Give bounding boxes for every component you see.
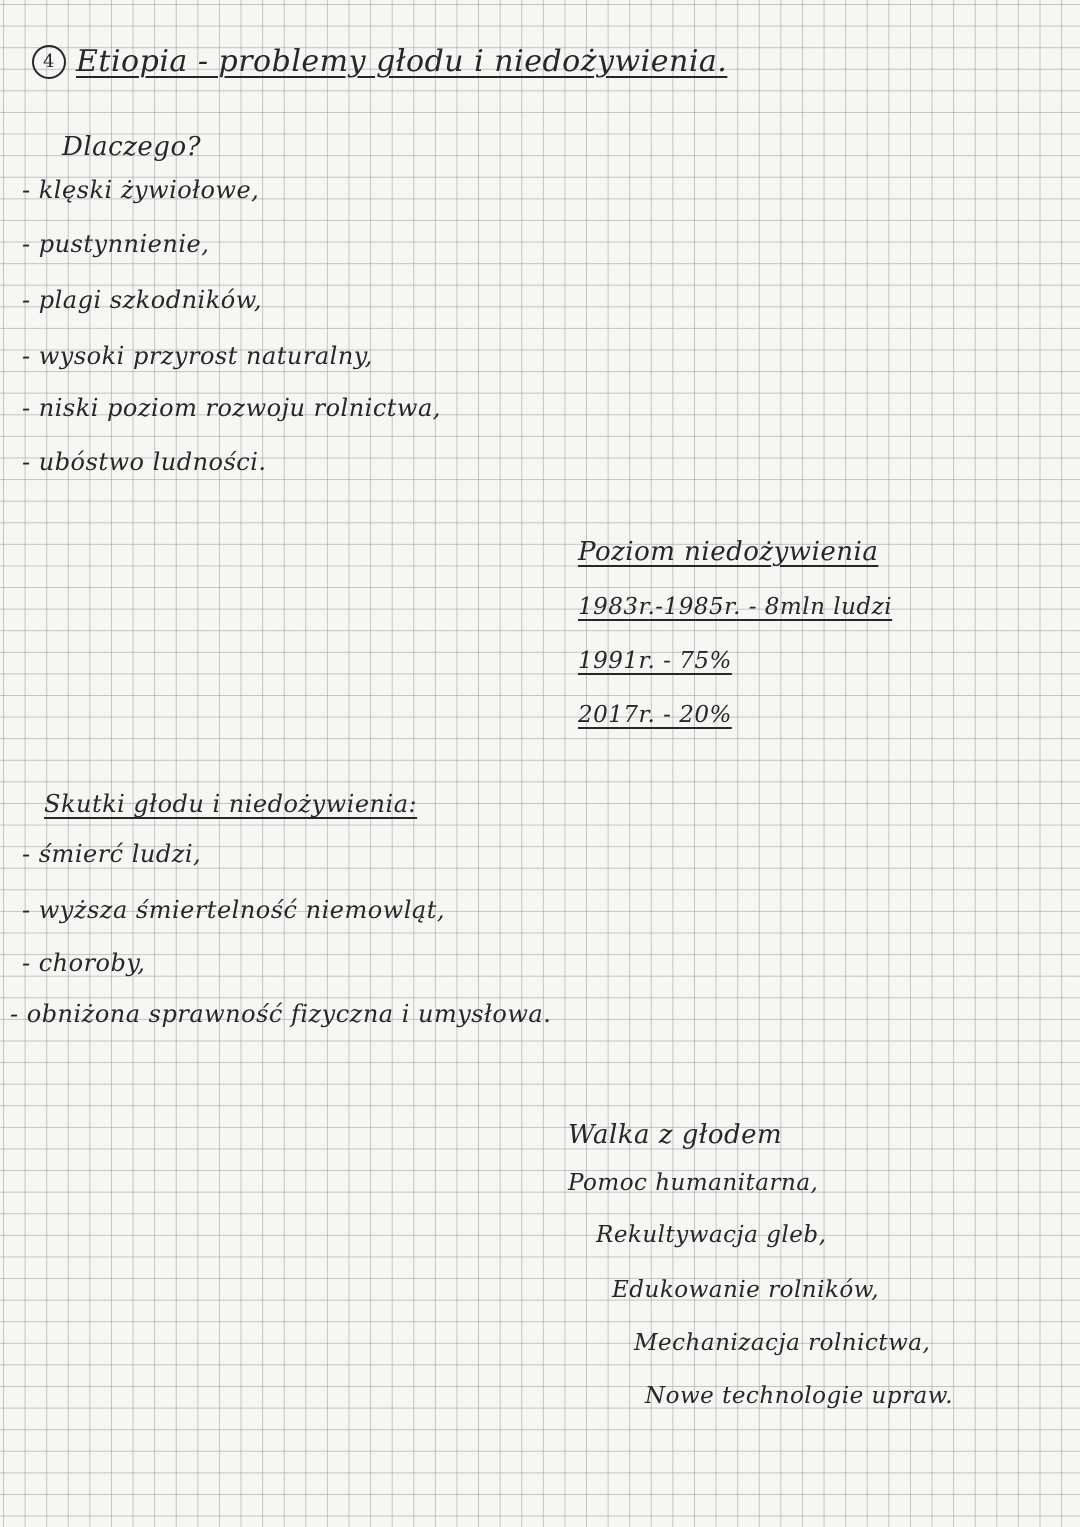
cause-item: - niski poziom rozwoju rolnictwa,	[22, 394, 441, 422]
effect-item: - śmierć ludzi,	[22, 840, 202, 868]
cause-item: - pustynnienie,	[22, 230, 210, 258]
causes-heading: Dlaczego?	[62, 132, 202, 162]
page-title-text: Etiopia - problemy głodu i niedożywienia.	[76, 44, 728, 79]
malnutrition-level-heading: Poziom niedożywienia	[578, 537, 879, 567]
cause-item: - wysoki przyrost naturalny,	[22, 342, 373, 370]
cause-item: - ubóstwo ludności.	[22, 448, 267, 476]
section-number-badge: 4	[32, 45, 66, 79]
malnutrition-level-row: 1991r. - 75%	[578, 648, 732, 674]
fight-item: Mechanizacja rolnictwa,	[634, 1330, 931, 1356]
effect-item: - choroby,	[22, 949, 146, 977]
malnutrition-level-row: 2017r. - 20%	[578, 702, 732, 728]
page-title	[32, 44, 727, 79]
cause-item: - klęski żywiołowe,	[22, 176, 260, 204]
cause-item: - plagi szkodników,	[22, 286, 263, 314]
fight-heading: Walka z głodem	[568, 1120, 783, 1150]
fight-item: Rekultywacja gleb,	[596, 1222, 827, 1248]
fight-item: Pomoc humanitarna,	[568, 1170, 819, 1196]
malnutrition-level-row: 1983r.-1985r. - 8mln ludzi	[578, 594, 893, 620]
effect-item: - obniżona sprawność fizyczna i umysłowa.	[10, 1000, 552, 1028]
fight-item: Edukowanie rolników,	[612, 1277, 880, 1303]
fight-item: Nowe technologie upraw.	[645, 1383, 954, 1409]
effects-heading: Skutki głodu i niedożywienia:	[44, 790, 418, 818]
effect-item: - wyższa śmiertelność niemowląt,	[22, 896, 445, 924]
